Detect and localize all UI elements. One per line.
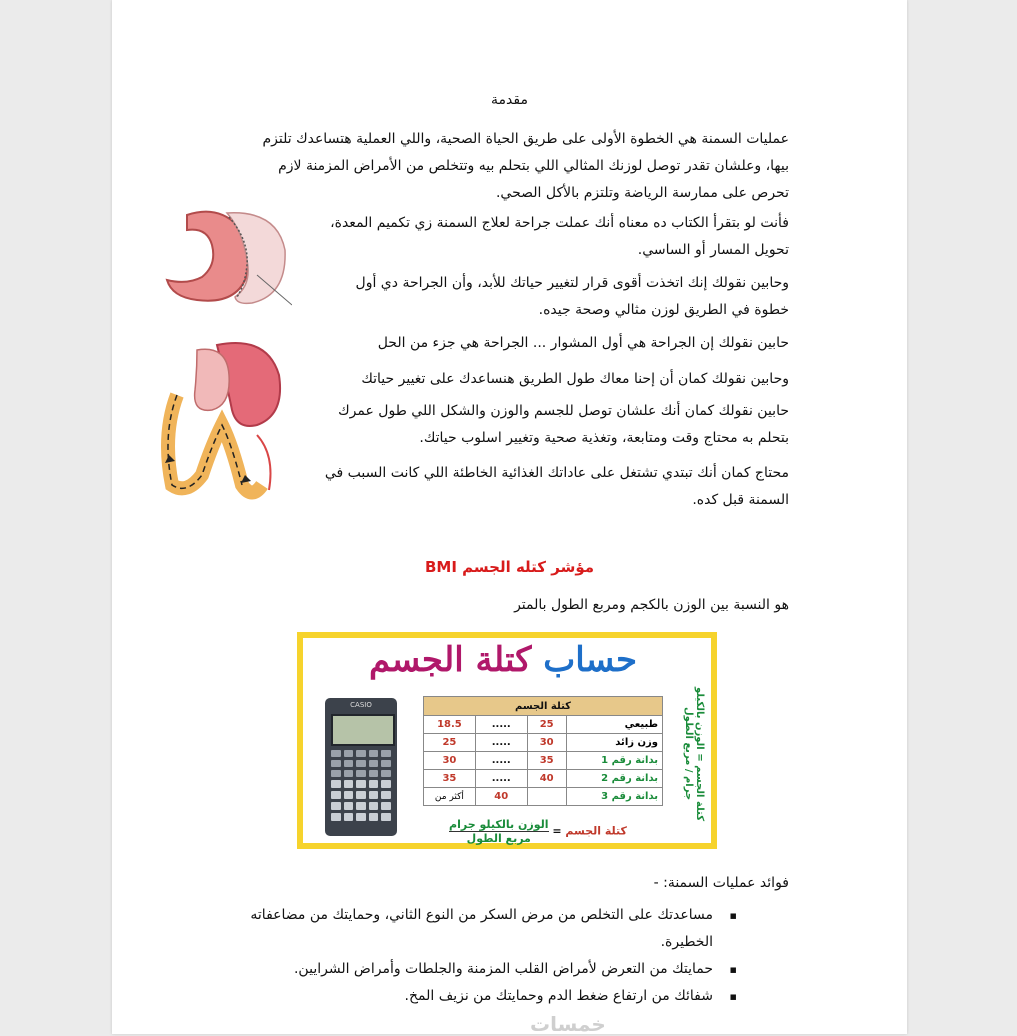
paragraph-line: بتحلم به محتاج وقت ومتابعة، وتغذية صحية وتغيير اسلوب حياتك.: [419, 430, 789, 446]
calculator-image: [325, 698, 397, 836]
bmi-infographic-title: حساب كتلة الجسم: [368, 640, 638, 680]
calculator-brand: CASIO: [350, 701, 372, 709]
benefits-title-text: فوائد عمليات السمنة: -: [653, 875, 789, 891]
intro-line: عمليات السمنة هي الخطوة الأولى على طريق الحياة الصحية، واللي العملية هتساعدك تلتزم: [262, 131, 789, 147]
paragraph: [289, 398, 789, 452]
paragraph-line: فأنت لو بتقرأ الكتاب ده معناه أنك عملت جراحة لعلاج السمنة زي تكميم المعدة،: [330, 215, 789, 231]
intro-paragraph: [189, 126, 789, 207]
table-row: 30 ..... 35 بدانة رقم 1: [424, 752, 663, 770]
paragraph-line: تحويل المسار أو الساسي.: [637, 242, 789, 258]
list-item: ▪ حمايتك من التعرض لأمراض القلب المزمنة والجلطات وأمراض الشرايين.: [237, 956, 737, 983]
paragraph-line: حابين نقولك كمان أنك علشان توصل للجسم والوزن والشكل اللي طول عمرك: [338, 403, 789, 419]
table-row: 35 ..... 40 بدانة رقم 2: [424, 770, 663, 788]
calculator-keys: [331, 750, 391, 821]
bmi-infographic: [297, 632, 717, 849]
paragraph-line: حابين نقولك إن الجراحة هي أول المشوار ... الجراحة هي جزء من الحل: [377, 335, 789, 351]
watermark: خمسات: [530, 1012, 606, 1036]
sleeve-gastrectomy-illustration: [157, 205, 292, 315]
benefits-list: [237, 902, 737, 1010]
paragraph-line: خطوة في الطريق لوزن مثالي وصحة جيده.: [538, 302, 789, 318]
calculator-screen: [331, 714, 395, 746]
bmi-side-formula: كتلة الجسم = الوزن بالكيلو جرام / مربع الطول: [683, 686, 705, 821]
table-row: 18.5 ..... 25 طبيعي: [424, 716, 663, 734]
list-item: ▪ شفائك من ارتفاع ضغط الدم وحمايتك من نزيف المخ.: [237, 983, 737, 1010]
paragraph: [289, 210, 789, 264]
document-page: [112, 0, 907, 1034]
table-row: أكثر من 40 بدانة رقم 3: [424, 788, 663, 806]
benefits-title: [289, 870, 789, 897]
paragraph-line: السمنة قبل كده.: [692, 492, 789, 508]
intro-line: تحرص على ممارسة الرياضة وتلتزم بالأكل الصحي.: [495, 185, 789, 201]
bmi-table-title: كتلة الجسم: [424, 697, 663, 716]
list-item: ▪ مساعدتك على التخلص من مرض السكر من النوع الثاني، وحمايتك من مضاعفاته الخطيرة.: [237, 902, 737, 956]
paragraph: [289, 330, 789, 357]
paragraph: [289, 460, 789, 514]
bmi-formula: كتلة الجسم = الوزن بالكيلو جرام مربع الطول: [449, 818, 627, 845]
paragraph-line: وحابين نقولك إنك اتخذت أقوى قرار لتغيير حياتك للأبد، وأن الجراحة دي أول: [355, 275, 789, 291]
bmi-table: [423, 696, 663, 806]
bmi-section-title: مؤشر كتله الجسم BMI: [424, 558, 595, 576]
paragraph-line: محتاج كمان أنك تبتدي تشتغل على عاداتك الغذائية الخاطئة اللي كانت السبب في: [324, 465, 789, 481]
gastric-bypass-illustration: [157, 335, 292, 500]
paragraph: [289, 366, 789, 393]
page-heading: مقدمة: [491, 92, 528, 108]
bmi-definition: [289, 592, 789, 619]
paragraph-line: وحابين نقولك كمان أن إحنا معاك طول الطريق هنساعدك على تغيير حياتك: [361, 371, 789, 387]
intro-line: بيها، وعلشان تقدر توصل لوزنك المثالي اللي بتحلم بيه وتتخلص من الأمراض المزمنة لازم: [278, 158, 789, 174]
table-row: 25 ..... 30 وزن زائد: [424, 734, 663, 752]
bmi-definition-line: هو النسبة بين الوزن بالكجم ومربع الطول بالمتر: [514, 597, 789, 613]
paragraph: [289, 270, 789, 324]
